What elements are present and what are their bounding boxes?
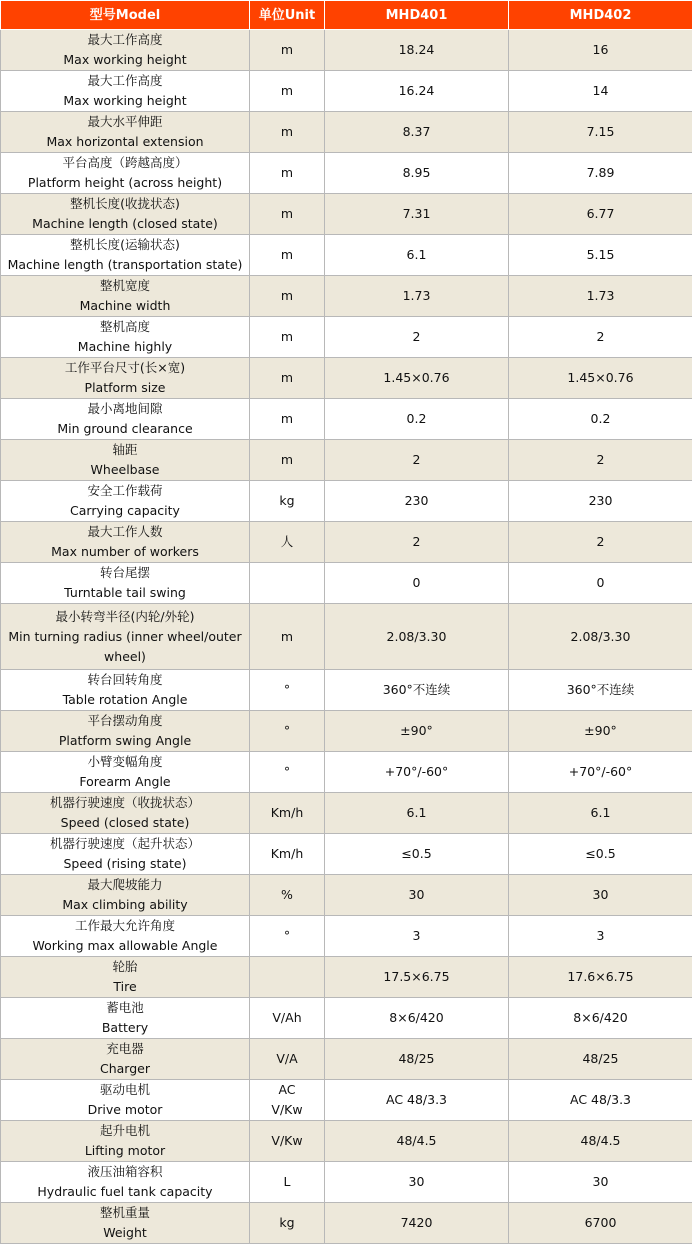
param-en: Machine highly: [5, 337, 245, 357]
unit-line: AC: [254, 1080, 320, 1100]
param-zh: 机器行驶速度（收拢状态）: [5, 793, 245, 813]
param-en: Max number of workers: [5, 542, 245, 562]
mhd401-cell: 7420: [325, 1203, 509, 1244]
mhd401-cell: 18.24: [325, 30, 509, 71]
param-zh: 起升电机: [5, 1121, 245, 1141]
unit-cell: m: [250, 440, 325, 481]
mhd402-cell: 230: [509, 481, 692, 522]
param-cell: [1, 563, 250, 604]
mhd401-cell: 2: [325, 440, 509, 481]
unit-cell: m: [250, 358, 325, 399]
mhd401-cell: 7.31: [325, 194, 509, 235]
table-row: [1, 793, 692, 834]
param-zh: 驱动电机: [5, 1080, 245, 1100]
param-cell: [1, 1203, 250, 1244]
unit-cell: m: [250, 604, 325, 670]
param-cell: [1, 916, 250, 957]
mhd402-cell: 3: [509, 916, 692, 957]
mhd402-cell: ≤0.5: [509, 834, 692, 875]
table-row: [1, 1080, 692, 1121]
param-cell: [1, 957, 250, 998]
param-cell: [1, 194, 250, 235]
table-row: [1, 957, 692, 998]
param-en: Platform size: [5, 378, 245, 398]
mhd402-cell: 30: [509, 1162, 692, 1203]
mhd401-cell: 2: [325, 522, 509, 563]
param-en: Hydraulic fuel tank capacity: [5, 1182, 245, 1202]
mhd401-cell: 48/4.5: [325, 1121, 509, 1162]
param-zh: 整机宽度: [5, 276, 245, 296]
param-en: Drive motor: [5, 1100, 245, 1120]
param-en: Tire: [5, 977, 245, 997]
param-zh: 机器行驶速度（起升状态）: [5, 834, 245, 854]
param-zh: 整机重量: [5, 1203, 245, 1223]
mhd402-cell: 8×6/420: [509, 998, 692, 1039]
header-unit: 单位Unit: [250, 1, 325, 30]
param-cell: [1, 153, 250, 194]
table-row: [1, 30, 692, 71]
mhd401-cell: 1.45×0.76: [325, 358, 509, 399]
unit-cell: m: [250, 317, 325, 358]
unit-cell: 人: [250, 522, 325, 563]
param-zh: 液压油箱容积: [5, 1162, 245, 1182]
param-zh: 最大爬坡能力: [5, 875, 245, 895]
param-zh: 工作最大允许角度: [5, 916, 245, 936]
table-row: [1, 440, 692, 481]
param-cell: [1, 30, 250, 71]
param-en: Min turning radius (inner wheel/outer wheel): [5, 627, 245, 667]
unit-cell: [250, 563, 325, 604]
unit-cell: m: [250, 30, 325, 71]
param-cell: [1, 1039, 250, 1080]
mhd401-cell: 17.5×6.75: [325, 957, 509, 998]
param-en: Charger: [5, 1059, 245, 1079]
mhd402-cell: 14: [509, 71, 692, 112]
unit-cell: Km/h: [250, 834, 325, 875]
table-row: [1, 752, 692, 793]
unit-cell: °: [250, 670, 325, 711]
unit-cell: m: [250, 276, 325, 317]
unit-cell: L: [250, 1162, 325, 1203]
mhd402-cell: 6700: [509, 1203, 692, 1244]
param-cell: [1, 998, 250, 1039]
mhd402-cell: ±90°: [509, 711, 692, 752]
param-en: Min ground clearance: [5, 419, 245, 439]
param-en: Platform height (across height): [5, 173, 245, 193]
param-zh: 最大水平伸距: [5, 112, 245, 132]
param-cell: [1, 670, 250, 711]
mhd401-cell: 6.1: [325, 793, 509, 834]
param-zh: 平台摆动角度: [5, 711, 245, 731]
param-cell: [1, 793, 250, 834]
table-row: [1, 276, 692, 317]
mhd401-cell: 3: [325, 916, 509, 957]
param-cell: [1, 399, 250, 440]
unit-cell: V/A: [250, 1039, 325, 1080]
param-en: Wheelbase: [5, 460, 245, 480]
param-en: Platform swing Angle: [5, 731, 245, 751]
param-en: Machine length (closed state): [5, 214, 245, 234]
table-row: [1, 563, 692, 604]
unit-line: V/Kw: [254, 1100, 320, 1120]
mhd402-cell: 17.6×6.75: [509, 957, 692, 998]
mhd401-cell: +70°/-60°: [325, 752, 509, 793]
param-zh: 轴距: [5, 440, 245, 460]
param-cell: [1, 317, 250, 358]
param-en: Max working height: [5, 50, 245, 70]
mhd402-cell: 2: [509, 317, 692, 358]
table-row: [1, 1039, 692, 1080]
table-row: [1, 1203, 692, 1244]
mhd401-cell: 0.2: [325, 399, 509, 440]
mhd402-cell: 1.73: [509, 276, 692, 317]
param-en: Max working height: [5, 91, 245, 111]
mhd402-cell: 360°不连续: [509, 670, 692, 711]
unit-cell: kg: [250, 481, 325, 522]
mhd401-cell: ±90°: [325, 711, 509, 752]
mhd402-cell: 48/4.5: [509, 1121, 692, 1162]
param-cell: [1, 875, 250, 916]
param-en: Battery: [5, 1018, 245, 1038]
param-en: Table rotation Angle: [5, 690, 245, 710]
mhd402-cell: 2: [509, 522, 692, 563]
mhd401-cell: ≤0.5: [325, 834, 509, 875]
mhd401-cell: 230: [325, 481, 509, 522]
table-row: [1, 153, 692, 194]
param-en: Lifting motor: [5, 1141, 245, 1161]
param-cell: [1, 112, 250, 153]
param-zh: 最大工作高度: [5, 71, 245, 91]
param-zh: 整机高度: [5, 317, 245, 337]
param-en: Turntable tail swing: [5, 583, 245, 603]
param-en: Working max allowable Angle: [5, 936, 245, 956]
table-row: [1, 112, 692, 153]
table-row: [1, 604, 692, 670]
mhd402-cell: AC 48/3.3: [509, 1080, 692, 1121]
param-zh: 轮胎: [5, 957, 245, 977]
header-mhd402: MHD402: [509, 1, 692, 30]
mhd401-cell: 2.08/3.30: [325, 604, 509, 670]
mhd401-cell: 8.37: [325, 112, 509, 153]
unit-cell: [250, 1080, 325, 1121]
mhd402-cell: 7.89: [509, 153, 692, 194]
mhd402-cell: 2: [509, 440, 692, 481]
param-zh: 蓄电池: [5, 998, 245, 1018]
table-row: [1, 399, 692, 440]
unit-cell: m: [250, 112, 325, 153]
param-zh: 工作平台尺寸(长×宽): [5, 358, 245, 378]
mhd401-cell: 1.73: [325, 276, 509, 317]
param-cell: [1, 1080, 250, 1121]
mhd402-cell: 16: [509, 30, 692, 71]
param-zh: 最小转弯半径(内轮/外轮): [5, 607, 245, 627]
table-row: [1, 235, 692, 276]
table-row: [1, 916, 692, 957]
unit-cell: Km/h: [250, 793, 325, 834]
param-cell: [1, 71, 250, 112]
mhd401-cell: 8×6/420: [325, 998, 509, 1039]
param-en: Max climbing ability: [5, 895, 245, 915]
unit-cell: m: [250, 194, 325, 235]
param-cell: [1, 711, 250, 752]
param-cell: [1, 481, 250, 522]
param-cell: [1, 604, 250, 670]
param-en: Carrying capacity: [5, 501, 245, 521]
mhd402-cell: 48/25: [509, 1039, 692, 1080]
param-cell: [1, 834, 250, 875]
mhd402-cell: 5.15: [509, 235, 692, 276]
unit-cell: %: [250, 875, 325, 916]
mhd401-cell: 0: [325, 563, 509, 604]
mhd401-cell: 360°不连续: [325, 670, 509, 711]
param-zh: 安全工作载荷: [5, 481, 245, 501]
param-cell: [1, 1121, 250, 1162]
mhd402-cell: 0.2: [509, 399, 692, 440]
param-zh: 最小离地间隙: [5, 399, 245, 419]
param-cell: [1, 276, 250, 317]
unit-cell: kg: [250, 1203, 325, 1244]
param-en: Speed (closed state): [5, 813, 245, 833]
param-cell: [1, 522, 250, 563]
table-row: [1, 481, 692, 522]
table-row: [1, 711, 692, 752]
table-row: [1, 194, 692, 235]
table-row: [1, 1162, 692, 1203]
unit-cell: m: [250, 71, 325, 112]
unit-cell: [250, 957, 325, 998]
header-row: [1, 1, 692, 30]
mhd402-cell: 30: [509, 875, 692, 916]
unit-cell: m: [250, 153, 325, 194]
table-row: [1, 522, 692, 563]
table-row: [1, 1121, 692, 1162]
table-row: [1, 358, 692, 399]
mhd402-cell: +70°/-60°: [509, 752, 692, 793]
param-zh: 平台高度（跨越高度）: [5, 153, 245, 173]
table-row: [1, 317, 692, 358]
param-zh: 转台回转角度: [5, 670, 245, 690]
table-row: [1, 998, 692, 1039]
param-zh: 转台尾摆: [5, 563, 245, 583]
header-mhd401: MHD401: [325, 1, 509, 30]
mhd402-cell: 1.45×0.76: [509, 358, 692, 399]
mhd401-cell: 8.95: [325, 153, 509, 194]
param-zh: 最大工作人数: [5, 522, 245, 542]
unit-cell: °: [250, 752, 325, 793]
param-en: Weight: [5, 1223, 245, 1243]
mhd401-cell: 16.24: [325, 71, 509, 112]
unit-cell: m: [250, 399, 325, 440]
param-cell: [1, 440, 250, 481]
table-row: [1, 670, 692, 711]
mhd401-cell: 2: [325, 317, 509, 358]
header-model: 型号Model: [1, 1, 250, 30]
mhd402-cell: 2.08/3.30: [509, 604, 692, 670]
param-zh: 最大工作高度: [5, 30, 245, 50]
param-cell: [1, 752, 250, 793]
param-zh: 整机长度(收拢状态): [5, 194, 245, 214]
mhd401-cell: 30: [325, 1162, 509, 1203]
mhd401-cell: 6.1: [325, 235, 509, 276]
param-en: Machine length (transportation state): [5, 255, 245, 275]
param-en: Forearm Angle: [5, 772, 245, 792]
table-row: [1, 834, 692, 875]
param-zh: 小臂变幅角度: [5, 752, 245, 772]
unit-cell: V/Ah: [250, 998, 325, 1039]
unit-cell: °: [250, 711, 325, 752]
mhd401-cell: AC 48/3.3: [325, 1080, 509, 1121]
param-cell: [1, 235, 250, 276]
unit-cell: °: [250, 916, 325, 957]
mhd402-cell: 0: [509, 563, 692, 604]
mhd402-cell: 7.15: [509, 112, 692, 153]
mhd402-cell: 6.1: [509, 793, 692, 834]
mhd401-cell: 30: [325, 875, 509, 916]
param-en: Speed (rising state): [5, 854, 245, 874]
unit-cell: m: [250, 235, 325, 276]
param-en: Machine width: [5, 296, 245, 316]
param-cell: [1, 358, 250, 399]
param-zh: 整机长度(运输状态): [5, 235, 245, 255]
param-zh: 充电器: [5, 1039, 245, 1059]
table-row: [1, 875, 692, 916]
param-en: Max horizontal extension: [5, 132, 245, 152]
param-cell: [1, 1162, 250, 1203]
mhd401-cell: 48/25: [325, 1039, 509, 1080]
mhd402-cell: 6.77: [509, 194, 692, 235]
unit-cell: V/Kw: [250, 1121, 325, 1162]
table-row: [1, 71, 692, 112]
